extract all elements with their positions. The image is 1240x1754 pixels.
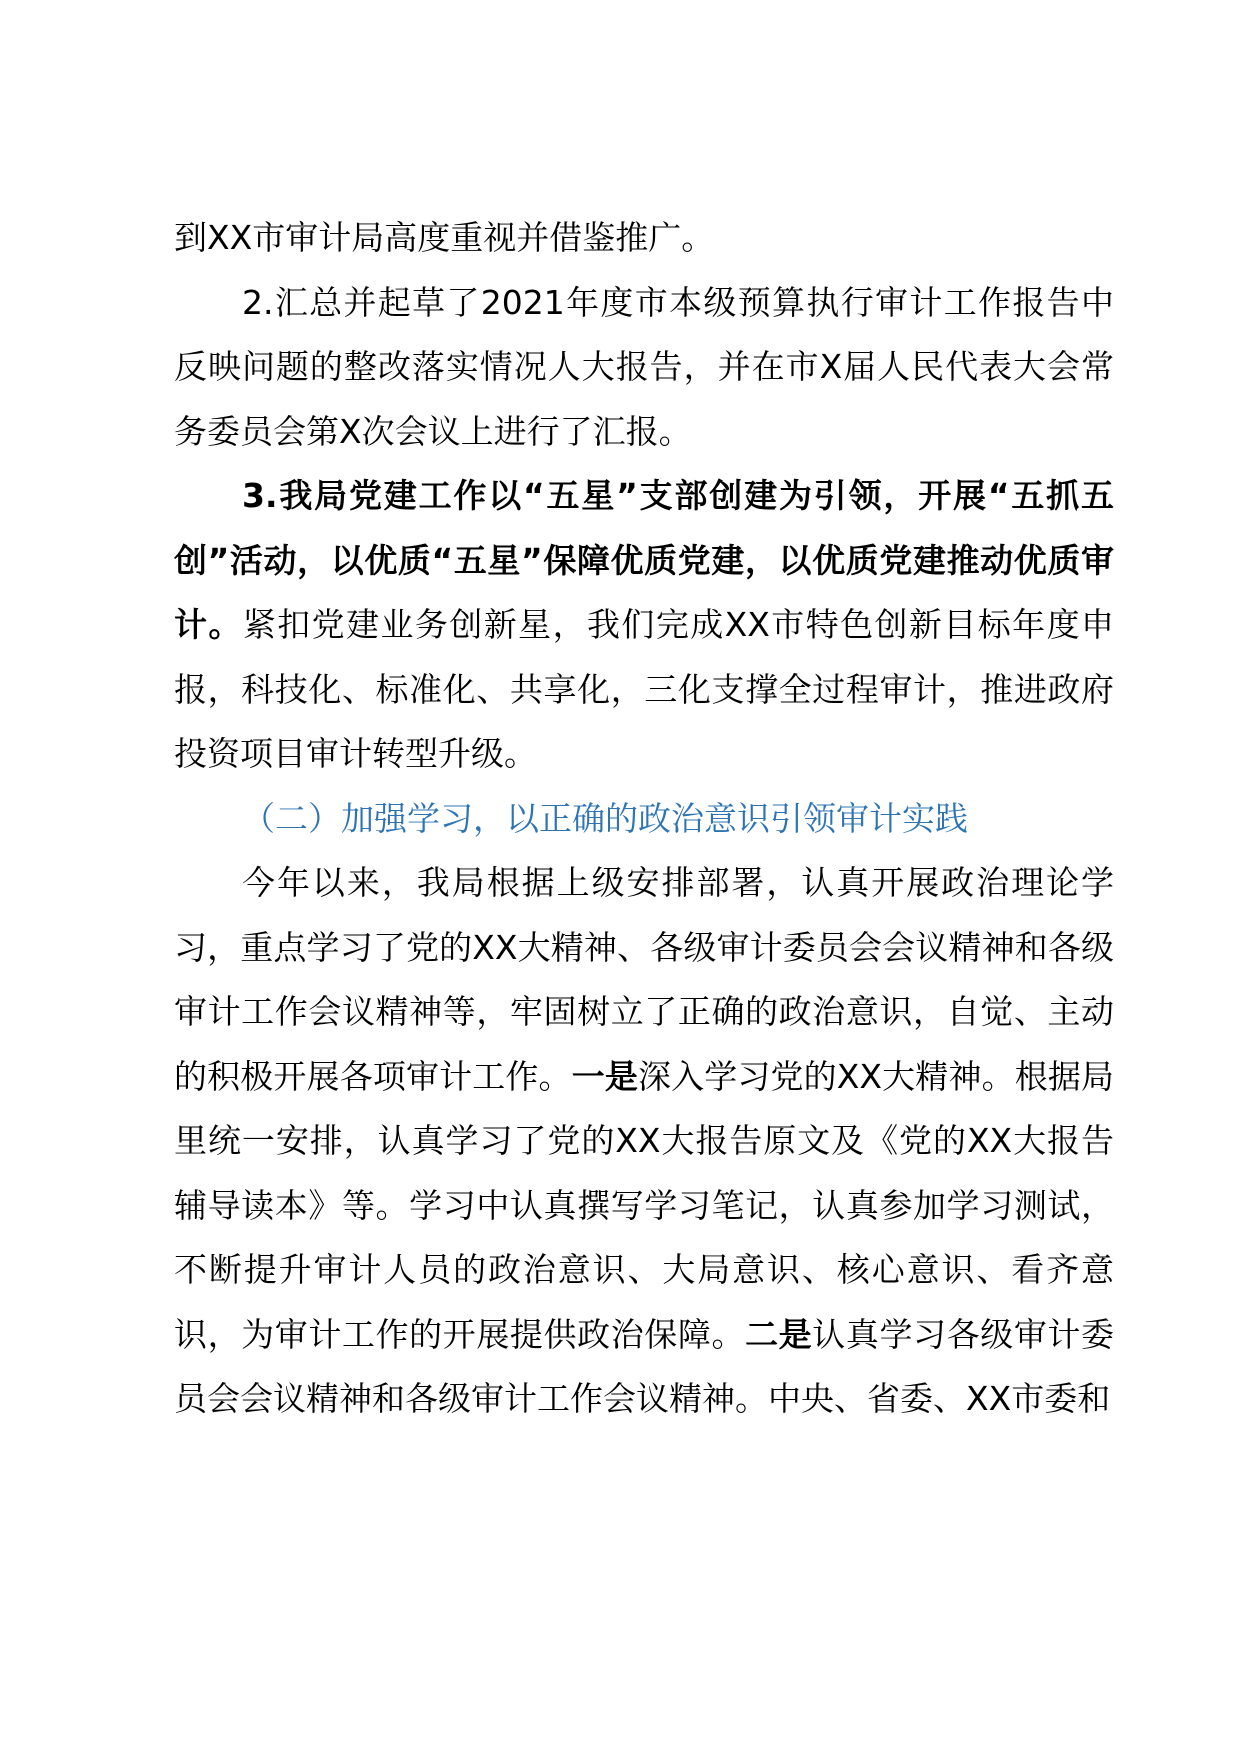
paragraph-item-2: 2.汇总并起草了2021年度市本级预算执行审计工作报告中反映问题的整改落实情况人大报告，并在市X届人民代表大会常务委员会第X次会议上进行了汇报。 xyxy=(174,282,1114,451)
paragraph-item-3 xyxy=(174,464,1114,787)
document-body xyxy=(174,206,1114,1432)
item-3-bold-lead: 3.我局党建工作以“五星”支部创建为引领，开展“五抓五创”活动，以优质“五星”保障优质党建，以优质党建推动优质审计。 xyxy=(174,476,1114,644)
paragraph-continuation: 到XX市审计局高度重视并借鉴推广。 xyxy=(174,218,715,257)
item-3-body: 紧扣党建业务创新星，我们完成XX市特色创新目标年度申报，科技化、标准化、共享化，三化支撑全过程审计，推进政府投资项目审计转型升级。 xyxy=(174,605,1115,773)
study-point-2-label: 二是 xyxy=(745,1314,813,1354)
study-point-2-text: 认真学习各级审计委员会会议精神和各级审计工作会议精神。中央、省委、XX市委和 xyxy=(174,1314,1115,1418)
study-point-1-label: 一是 xyxy=(571,1056,638,1096)
study-intro: 今年以来，我局根据上级安排部署，认真开展政治理论学习，重点学习了党的XX大精神、各级审计委员会会议精神和各级审计工作会议精神等，牢固树立了正确的政治意识，自觉、主动的积极开展各项审计工作。 xyxy=(174,863,1114,1096)
paragraph-study xyxy=(174,851,1114,1432)
study-point-1-text: 深入学习党的XX大精神。根据局里统一安排，认真学习了党的XX大报告原文及《党的XX大报告辅导读本》等。学习中认真撰写学习笔记，认真参加学习测试，不断提升审计人员的政治意识、大局意识、核心意识、看齐意识，为审计工作的开展提供政治保障。 xyxy=(174,1056,1115,1354)
section-heading: （二）加强学习，以正确的政治意识引领审计实践 xyxy=(242,798,968,838)
